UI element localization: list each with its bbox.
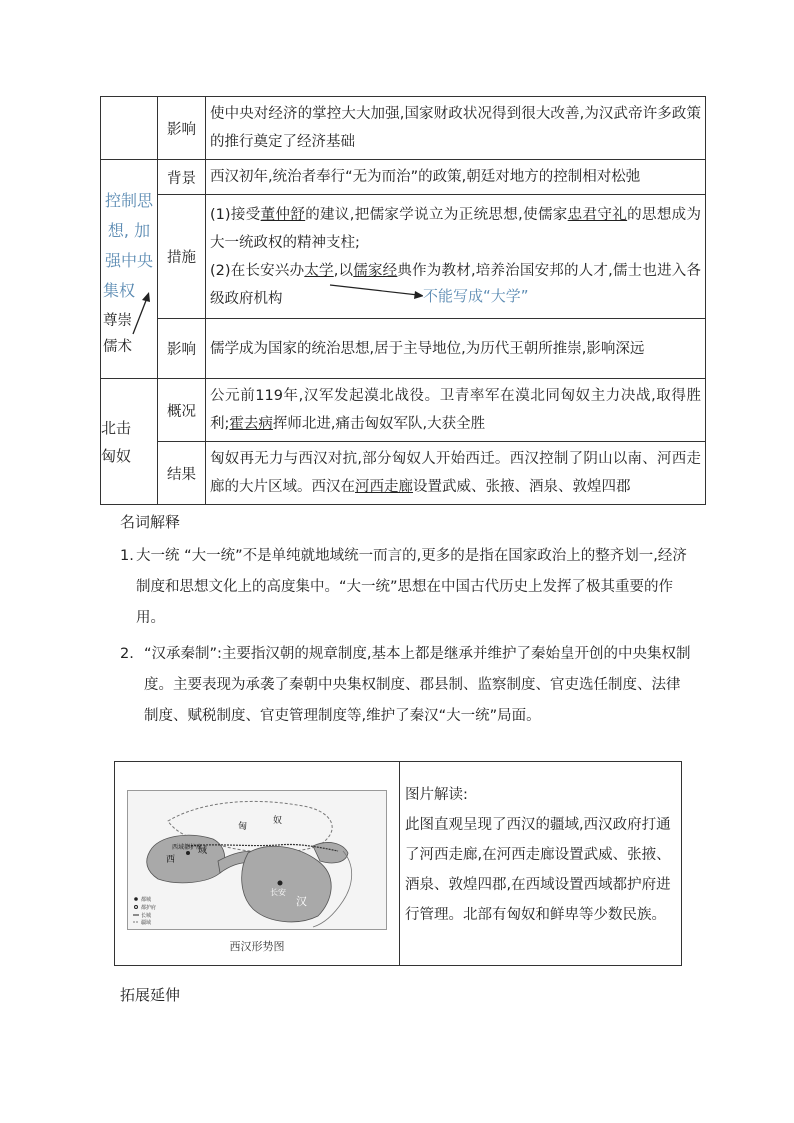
thought-impact-span: 儒学成为国家的统治思想,居于主导地位,为历代王朝所推崇,影响深远 — [210, 340, 645, 357]
legend-1: 都城 — [141, 897, 152, 903]
thought-measures-cell — [206, 195, 706, 319]
annotation-arrow-icon — [328, 283, 428, 303]
changan-dot — [278, 881, 283, 886]
measure1-text-c: 的建议,把儒家学说立为正统思想,使儒家 — [305, 206, 568, 223]
legend-4: 疆域 — [141, 920, 152, 926]
reading-text: 此图直观呈现了西汉的疆域,西汉政府打通了河西走廊,在河西走廊设置武威、张掖、酒泉、敦煌四郡,在西域设置西域都护府进行管理。北部有匈奴和鲜卑等少数民族。 — [405, 817, 671, 923]
xiongnu-overview-text — [206, 379, 706, 442]
term-2-number: 2. — [120, 646, 134, 662]
map-label-xiongnu2: 奴 — [273, 816, 283, 826]
measure1-text-b: 董仲舒 — [260, 206, 306, 223]
overview-text-b: 霍去病 — [229, 416, 273, 432]
thought-impact-text — [206, 319, 706, 379]
label-background: 背景 — [158, 160, 206, 195]
measure-1 — [210, 201, 701, 257]
map-cell — [115, 762, 400, 965]
legend-3: 长城 — [141, 913, 152, 919]
label-measures: 措施 — [158, 195, 206, 319]
thought-title-line1: 控制思 — [104, 191, 153, 210]
map-label-xiongnu1: 匈 — [238, 822, 248, 832]
thought-background-text: 西汉初年,统治者奉行“无为而治”的政策,朝廷对地方的控制相对松弛 — [206, 160, 706, 195]
measure2-text-b: 太学 — [304, 262, 334, 279]
duhufu-dot — [186, 851, 190, 855]
map-label-changan: 长安 — [270, 888, 286, 897]
thought-subtitle-line2: 儒术 — [103, 339, 132, 355]
label-overview: 概况 — [158, 379, 206, 442]
legend-2: 都护府 — [141, 905, 157, 911]
map-caption: 西汉形势图 — [229, 940, 285, 953]
row-econ-impact — [101, 97, 706, 160]
term-2-text: “汉承秦制”:主要指汉朝的规章制度,基本上都是继承并维护了秦始皇开创的中央集权制度。主要表现为承袭了秦朝中央集权制度、郡县制、监察制度、官吏选任制度、法律制度、赋税制度、官吏管理制度等,维护了秦汉“大一统”局面。 — [144, 646, 691, 724]
map-label-xiyu1: 西 — [166, 855, 176, 865]
xiongnu-result-text — [206, 442, 706, 505]
map-label-han: 汉 — [296, 895, 307, 908]
map-image — [127, 790, 387, 930]
row-thought-measures — [101, 195, 706, 319]
row-xiongnu-result — [101, 442, 706, 505]
overview-text-a: 公元前119年,汉军发起漠北战役。卫青率军在漠北同匈奴主力决战,取得胜利; — [210, 388, 701, 432]
term-item-1 — [120, 541, 692, 634]
xiongnu-title-line1: 北击 — [101, 418, 132, 437]
xiongnu-title-cell — [101, 379, 158, 505]
measure2-text-c: ,以 — [333, 262, 354, 279]
measure2-text-e: 典作为教材,培养治国安邦的人才,儒士也进入各级政府机构 — [210, 262, 702, 307]
thought-subtitle-line1: 尊崇 — [103, 313, 132, 329]
history-table — [100, 96, 706, 505]
term-1-text: 大一统 “大一统”不是单纯就地域统一而言的,更多的是指在国家政治上的整齐划一,经济制度和思想文化上的高度集中。“大一统”思想在中国古代历史上发挥了极其重要的作用。 — [136, 548, 687, 626]
measure1-text-e: 的思想成为大一统政权的精神支柱; — [210, 206, 702, 251]
result-text-a: 匈奴再无力与西汉对抗,部分匈奴人开始西迁。西汉控制了阴山以南、河西走廊的大片区域。西汉在 — [210, 451, 701, 495]
cell-empty — [101, 97, 158, 160]
measure1-text-a: (1)接受 — [210, 206, 261, 223]
extension-heading: 拓展延伸 — [120, 986, 181, 1004]
result-text-b: 河西走廊 — [355, 479, 413, 495]
econ-impact-text: 使中央对经济的掌控大大加强,国家财政状况得到很大改善,为汉武帝许多政策的推行奠定了经济基础 — [206, 97, 706, 160]
measure2-text-a: (2)在长安兴办 — [210, 262, 305, 279]
map-drawing — [128, 791, 386, 929]
arrow-icon — [129, 288, 159, 338]
label-result: 结果 — [158, 442, 206, 505]
map-label-duhufu: 西域都护府 — [172, 844, 203, 851]
annotation-note: 不能写成“大学” — [423, 287, 529, 305]
thought-title-line3: 强中央 — [104, 251, 153, 270]
picture-reading — [405, 780, 675, 930]
result-text-c: 设置武威、张掖、酒泉、敦煌四郡 — [413, 479, 631, 495]
measure1-text-d: 忠君守礼 — [567, 206, 628, 223]
term-1-number: 1. — [120, 548, 134, 564]
overview-text-c: 挥师北进,痛击匈奴军队,大获全胜 — [272, 416, 486, 432]
map-label-xiyu2: 域 — [198, 846, 208, 856]
thought-title-line2: 想, 加 — [107, 221, 151, 240]
row-thought-background — [101, 160, 706, 195]
picture-box — [114, 761, 682, 966]
terms-heading: 名词解释 — [120, 513, 181, 531]
label-impact-2: 影响 — [158, 319, 206, 379]
thought-title-line4: 集权 — [103, 281, 136, 300]
term-item-2 — [120, 639, 692, 732]
label-impact: 影响 — [158, 97, 206, 160]
measure2-text-d: 儒家经 — [353, 262, 398, 279]
thought-title-cell — [101, 160, 158, 379]
xiongnu-title-line2: 匈奴 — [101, 446, 132, 465]
reading-title: 图片解读: — [405, 787, 468, 803]
row-xiongnu-overview — [101, 379, 706, 442]
row-thought-impact — [101, 319, 706, 379]
